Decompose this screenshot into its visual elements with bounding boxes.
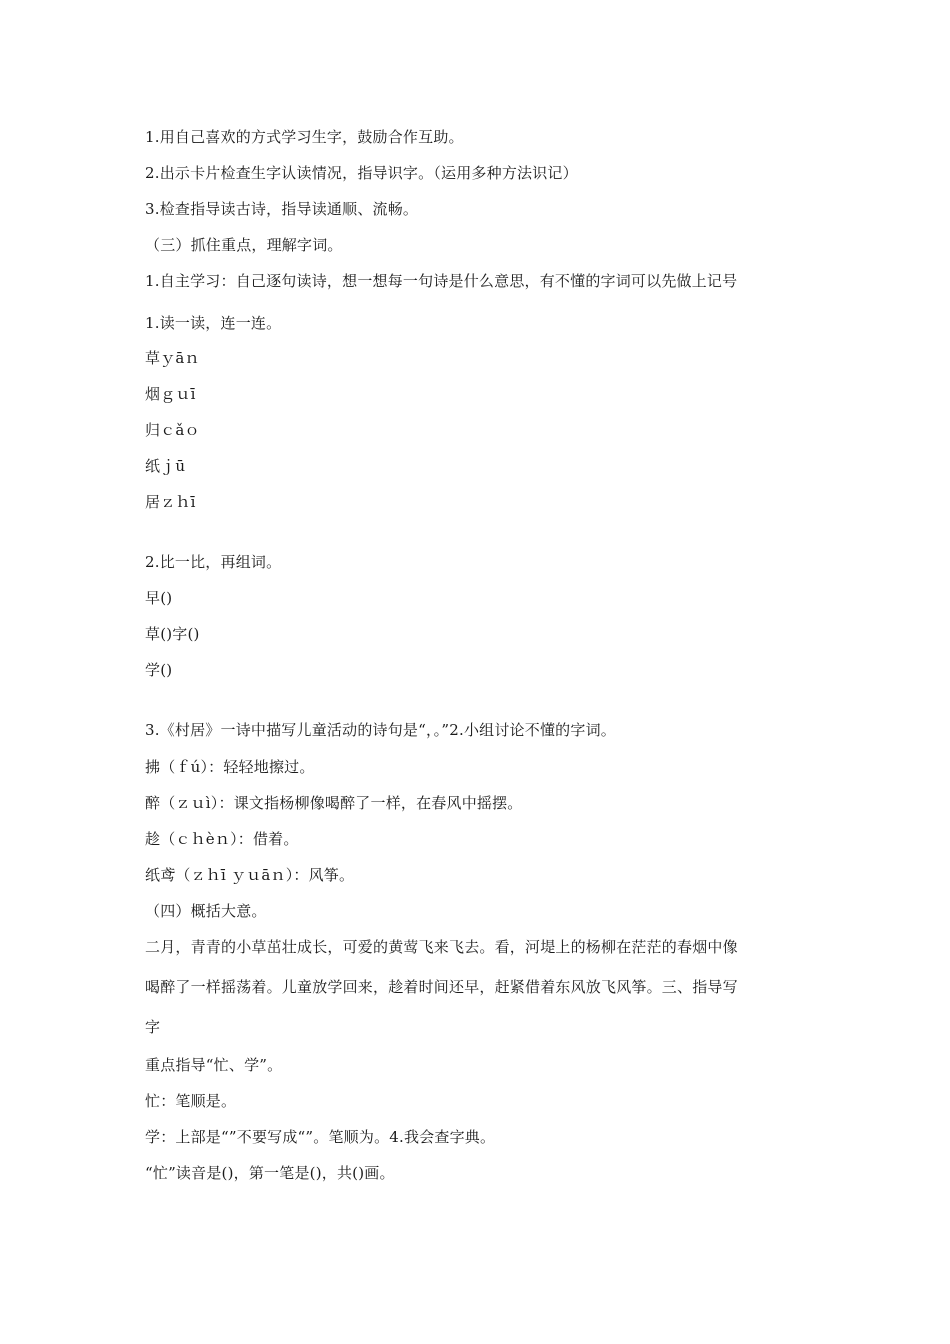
- paragraph-line: 喝醉了一样摇荡着。儿童放学回来，趁着时间还早，赶紧借着东风放飞风筝。三、指导写: [145, 978, 738, 996]
- text-line: 学(): [145, 661, 173, 679]
- text-line: 纸ｊū: [145, 457, 186, 475]
- text-line: “忙”读音是()，第一笔是()，共()画。: [145, 1164, 395, 1182]
- text-line: 1.自主学习：自己逐句读诗，想一想每一句诗是什么意思，有不懂的字词可以先做上记号: [145, 272, 738, 290]
- text-line: 草()字(): [145, 625, 200, 643]
- paragraph-line: 二月，青青的小草茁壮成长，可爱的黄莺飞来飞去。看，河堤上的杨柳在茫茫的春烟中像: [145, 938, 738, 956]
- paragraph-line: 字: [145, 1018, 161, 1036]
- text-line: 3.检查指导读古诗，指导读通顺、流畅。: [145, 200, 419, 218]
- text-line: 归ｃǎｏ: [145, 421, 200, 439]
- exercise-heading: 1.读一读，连一连。: [145, 314, 282, 332]
- text-line: 醉（ｚｕì）：课文指杨柳像喝醉了一样，在春风中摇摆。: [145, 794, 523, 812]
- text-line: 学：上部是“”不要写成“”。笔顺为。4.我会查字典。: [145, 1128, 496, 1146]
- exercise-heading: 2.比一比，再组词。: [145, 553, 282, 571]
- text-line: 2.出示卡片检查生字认读情况，指导识字。（运用多种方法识记）: [145, 164, 578, 182]
- text-line: 居ｚｈī: [145, 493, 196, 511]
- text-line: 纸鸢（ｚｈī ｙｕāｎ）：风筝。: [145, 866, 355, 884]
- text-line: 早(): [145, 589, 173, 607]
- section-heading: （三）抓住重点，理解字词。: [145, 236, 343, 254]
- text-line: 烟ｇｕī: [145, 385, 196, 403]
- text-line: 忙：笔顺是。: [145, 1092, 237, 1110]
- text-line: 重点指导“忙、学”。: [145, 1056, 283, 1074]
- text-line: 1.用自己喜欢的方式学习生字，鼓励合作互助。: [145, 128, 464, 146]
- text-line: 拂（ｆú）：轻轻地擦过。: [145, 758, 315, 776]
- text-line: 草ｙāｎ: [145, 349, 200, 367]
- text-line: 趁（ｃｈèｎ）：借着。: [145, 830, 299, 848]
- text-line: 3.《村居》一诗中描写儿童活动的诗句是“，。”2.小组讨论不懂的字词。: [145, 721, 616, 739]
- section-heading: （四）概括大意。: [145, 902, 267, 920]
